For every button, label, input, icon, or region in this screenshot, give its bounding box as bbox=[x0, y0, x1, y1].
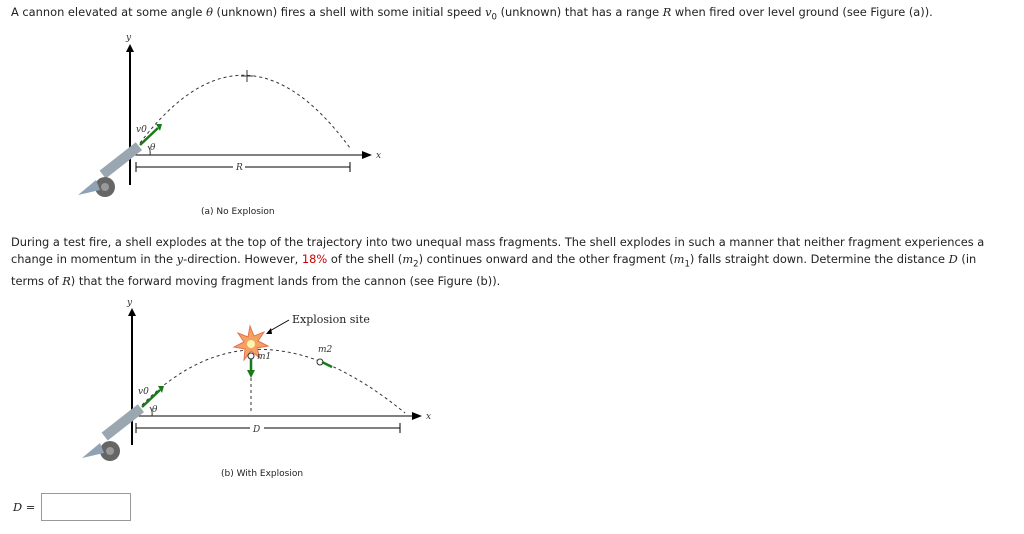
y-axis-label-b: y bbox=[127, 298, 133, 308]
answer-label: D = bbox=[13, 500, 36, 514]
m2-label: m2 bbox=[318, 345, 333, 355]
explosion-site-label: Explosion site bbox=[292, 313, 370, 326]
caption-b: (b) With Explosion bbox=[221, 469, 304, 479]
m1-label: m1 bbox=[257, 352, 272, 362]
caption-a: (a) No Explosion bbox=[201, 207, 275, 217]
y-axis-label-a: y bbox=[126, 33, 132, 43]
range-label: R bbox=[236, 163, 243, 173]
cannon-b bbox=[82, 404, 144, 461]
v0-label-b: v0 bbox=[138, 387, 149, 397]
answer-row bbox=[13, 493, 131, 521]
x-axis-label-a: x bbox=[376, 151, 382, 161]
v0-label-a: v0 bbox=[136, 125, 147, 135]
theta-label-b: θ bbox=[152, 405, 158, 415]
answer-input[interactable] bbox=[41, 493, 131, 521]
distance-d-label: D bbox=[253, 425, 261, 435]
theta-label-a: θ bbox=[150, 143, 156, 153]
x-axis-label-b: x bbox=[426, 412, 432, 422]
problem-body: During a test fire, a shell explodes at the top of the trajectory into two unequal mass fragments. The shell explodes in such a manner that neither fragment experiences a change in momentum in the y-direction. However, 18% of the shell $(m_2)$ continues onward and the other fragment $(m_1)$ falls straight down. Determine the distance D (in terms of R) that the forward moving fragment lands from the cannon (see Figure (b)). bbox=[11, 235, 985, 289]
problem-intro: A cannon elevated at some angle θ (unknown) fires a shell with some initial speed $v_0$ (unknown) that has a range R when fired over level ground (see Figure (a)). bbox=[11, 5, 933, 23]
